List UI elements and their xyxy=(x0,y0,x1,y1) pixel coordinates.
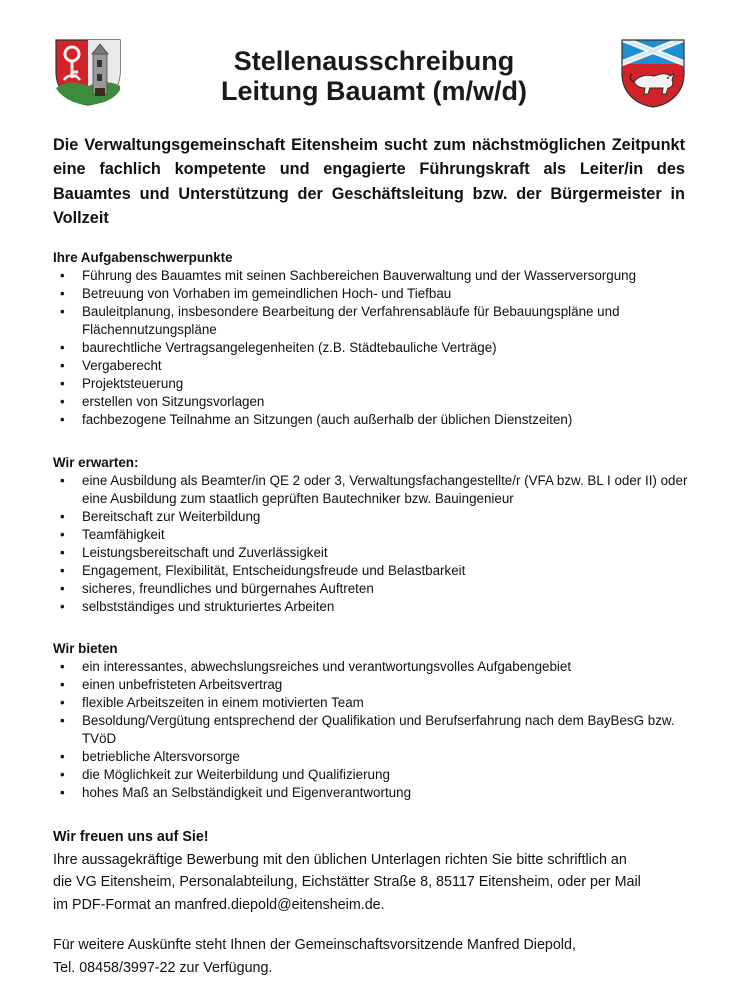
list-item xyxy=(53,375,693,393)
bullet-icon: • xyxy=(60,695,65,710)
list-item-text: Engagement, Flexibilität, Entscheidungsfreude und Belastbarkeit xyxy=(82,563,466,578)
list-item xyxy=(53,766,693,784)
list-item-text: selbstständiges und strukturiertes Arbeiten xyxy=(82,599,335,614)
bullet-icon: • xyxy=(60,394,65,409)
email-link[interactable]: manfred.diepold@eitensheim.de xyxy=(174,896,381,913)
benefit-list xyxy=(53,658,693,802)
list-item xyxy=(53,544,693,562)
title-line-2: Leitung Bauamt (m/w/d) xyxy=(221,76,527,106)
bullet-icon: • xyxy=(60,358,65,373)
list-item-text: fachbezogene Teilnahme an Sitzungen (auch außerhalb der üblichen Dienstzeiten) xyxy=(82,412,573,427)
list-item-text: Bauleitplanung, insbesondere Bearbeitung der Verfahrensabläufe für Bebauungspläne und Flächennutzungspläne xyxy=(82,304,620,337)
bullet-icon: • xyxy=(60,581,65,596)
list-item-text: Besoldung/Vergütung entsprechend der Qualifikation und Berufserfahrung nach dem BayBesG bzw. TVöD xyxy=(82,713,675,746)
bullet-icon: • xyxy=(60,376,65,391)
bullet-icon: • xyxy=(60,599,65,614)
contact-text: Tel. xyxy=(53,959,80,976)
list-item xyxy=(53,411,693,429)
bullet-icon: • xyxy=(60,767,65,782)
bullet-icon: • xyxy=(60,473,65,488)
bullet-icon: • xyxy=(60,527,65,542)
list-item xyxy=(53,357,693,375)
bullet-icon: • xyxy=(60,659,65,674)
list-item xyxy=(53,598,693,616)
closing-line: Ihre aussagekräftige Bewerbung mit den üblichen Unterlagen richten Sie bitte schriftlich an xyxy=(53,851,627,868)
section-heading: Wir erwarten: xyxy=(53,455,139,470)
phone-number[interactable]: 08458/3997-22 xyxy=(79,959,176,976)
bullet-icon: • xyxy=(60,412,65,427)
list-item xyxy=(53,658,693,676)
list-item-text: einen unbefristeten Arbeitsvertrag xyxy=(82,677,283,692)
task-list xyxy=(53,267,693,429)
bullet-icon: • xyxy=(60,785,65,800)
bullet-icon: • xyxy=(60,286,65,301)
list-item-text: flexible Arbeitszeiten in einem motivierten Team xyxy=(82,695,364,710)
list-item-text: Vergaberecht xyxy=(82,358,162,373)
list-item xyxy=(53,694,693,712)
section-heading: Wir bieten xyxy=(53,641,118,656)
list-item xyxy=(53,676,693,694)
bullet-icon: • xyxy=(60,713,65,728)
closing-block xyxy=(53,826,693,916)
bullet-icon: • xyxy=(60,268,65,283)
list-item-text: ein interessantes, abwechslungsreiches und verantwortungsvolles Aufgabengebiet xyxy=(82,659,572,674)
list-item xyxy=(53,267,693,285)
list-item xyxy=(53,712,693,748)
list-item-text: sicheres, freundliches und bürgernahes Auftreten xyxy=(82,581,374,596)
list-item-text: baurechtliche Vertragsangelegenheiten (z.B. Städtebauliche Verträge) xyxy=(82,340,497,355)
list-item xyxy=(53,580,693,598)
closing-line: die VG Eitensheim, Personalabteilung, Eichstätter Straße 8, 85117 Eitensheim, oder per Mail xyxy=(53,874,641,890)
contact-text: zur Verfügung. xyxy=(175,959,273,976)
bullet-icon: • xyxy=(60,563,65,578)
requirement-list xyxy=(53,472,693,616)
bullet-icon: • xyxy=(60,677,65,692)
list-item-text: die Möglichkeit zur Weiterbildung und Qualifizierung xyxy=(82,767,390,782)
list-item-text: hohes Maß an Selbständigkeit und Eigenverantwortung xyxy=(82,785,412,800)
list-item xyxy=(53,285,693,303)
contact-line xyxy=(53,957,693,980)
closing-text: im PDF-Format an xyxy=(53,896,175,913)
page-title xyxy=(130,46,618,106)
list-item xyxy=(53,526,693,544)
list-item xyxy=(53,562,693,580)
section-offer xyxy=(53,640,693,802)
list-item-text: betriebliche Altersvorsorge xyxy=(82,749,240,764)
list-item xyxy=(53,508,693,526)
section-expect xyxy=(53,454,693,616)
list-item-text: eine Ausbildung als Beamter/in QE 2 oder 3, Verwaltungsfachangestellte/r (VFA bzw. BL I oder II) oder eine Ausbildung zum staatlich geprüften Bautechniker bzw. Bauingenieur xyxy=(82,473,688,506)
municipal-crest-tower-icon xyxy=(54,38,122,106)
list-item-text: erstellen von Sitzungsvorlagen xyxy=(82,394,265,409)
list-item xyxy=(53,339,693,357)
list-item-text: Teamfähigkeit xyxy=(82,527,165,542)
list-item xyxy=(53,784,693,802)
title-line-1: Stellenausschreibung xyxy=(233,46,515,76)
section-tasks xyxy=(53,249,693,429)
closing-heading: Wir freuen uns auf Sie! xyxy=(53,829,209,845)
list-item xyxy=(53,303,693,339)
intro-paragraph: Die Verwaltungsgemeinschaft Eitensheim sucht zum nächstmöglichen Zeitpunkt eine fachlich kompetente und engagierte Führungskraft als Leiter/in des Bauamtes und Unterstützung der Geschäftsleitung bzw. der Bürgermeister in Vollzeit xyxy=(53,136,685,228)
bullet-icon: • xyxy=(60,749,65,764)
bullet-icon: • xyxy=(60,304,65,319)
list-item-text: Leistungsbereitschaft und Zuverlässigkeit xyxy=(82,545,328,560)
municipal-crest-lion-icon xyxy=(620,38,686,108)
bullet-icon: • xyxy=(60,340,65,355)
contact-line: Für weitere Auskünfte steht Ihnen der Gemeinschaftsvorsitzende Manfred Diepold, xyxy=(53,937,576,953)
closing-text: . xyxy=(380,896,385,913)
list-item xyxy=(53,748,693,766)
list-item xyxy=(53,472,693,508)
list-item-text: Führung des Bauamtes mit seinen Sachbereichen Bauverwaltung und der Wasserversorgung xyxy=(82,268,637,283)
list-item-text: Bereitschaft zur Weiterbildung xyxy=(82,509,261,524)
list-item-text: Betreuung von Vorhaben im gemeindlichen Hoch- und Tiefbau xyxy=(82,286,452,301)
bullet-icon: • xyxy=(60,509,65,524)
bullet-icon: • xyxy=(60,545,65,560)
closing-line xyxy=(53,894,693,917)
contact-block xyxy=(53,934,693,979)
section-heading: Ihre Aufgabenschwerpunkte xyxy=(53,250,233,265)
list-item-text: Projektsteuerung xyxy=(82,376,184,391)
list-item xyxy=(53,393,693,411)
